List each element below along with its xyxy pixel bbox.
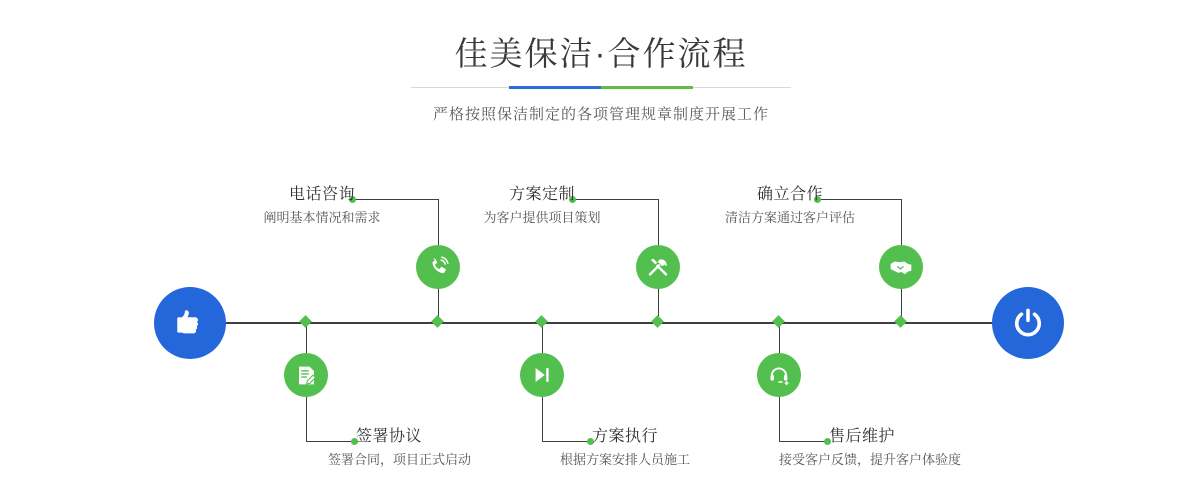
node-step-6[interactable] [757,353,801,397]
label-step-5 [690,184,890,228]
tools-cross-icon [646,255,670,279]
label-step-2-desc: 签署合同，项目正式启动 [328,452,472,467]
axis-marker-step-5 [894,315,907,328]
label-step-4 [536,426,776,470]
timeline-end-badge [992,287,1064,359]
label-step-6-title: 售后维护 [829,428,896,445]
label-step-6-desc: 接受客户反馈，提升客户体验度 [779,452,962,467]
page-title: 佳美保洁·合作流程 [454,35,748,72]
node-step-2[interactable] [284,353,328,397]
label-step-1-desc: 阐明基本情况和需求 [263,210,381,225]
phone-ring-icon [426,255,450,279]
divider-accent-green [601,86,693,89]
axis-marker-step-4 [535,315,548,328]
title-divider [411,86,791,89]
label-step-6 [773,426,1053,470]
play-forward-icon [531,364,553,386]
label-step-3-desc: 为客户提供项目策划 [483,210,601,225]
label-step-3 [442,184,642,228]
label-step-3-title: 方案定制 [508,186,575,203]
label-step-2-title: 签署协议 [356,428,423,445]
axis-marker-step-1 [431,315,444,328]
label-step-4-title: 方案执行 [592,428,659,445]
page-subtitle: 严格按照保洁制定的各项管理规章制度开展工作 [432,106,769,123]
axis-marker-step-6 [772,315,785,328]
node-step-5[interactable] [879,245,923,289]
thumbs-up-icon [173,306,207,340]
node-step-1[interactable] [416,245,460,289]
label-step-4-desc: 根据方案安排人员施工 [560,452,691,467]
node-step-3[interactable] [636,245,680,289]
header [0,34,1202,124]
node-step-4[interactable] [520,353,564,397]
label-step-2 [300,426,520,470]
handshake-icon [889,255,914,280]
label-step-1 [222,184,422,228]
process-timeline [0,160,1202,502]
divider-accent-blue [509,86,601,89]
axis-marker-step-2 [299,315,312,328]
label-step-1-title: 电话咨询 [288,186,355,203]
power-icon [1010,305,1046,341]
headset-support-icon [768,364,791,387]
label-step-5-desc: 清洁方案通过客户评估 [724,210,855,225]
label-step-5-title: 确立合作 [756,186,823,203]
document-edit-icon [295,364,318,387]
timeline-start-badge [154,287,226,359]
axis-marker-step-3 [651,315,664,328]
